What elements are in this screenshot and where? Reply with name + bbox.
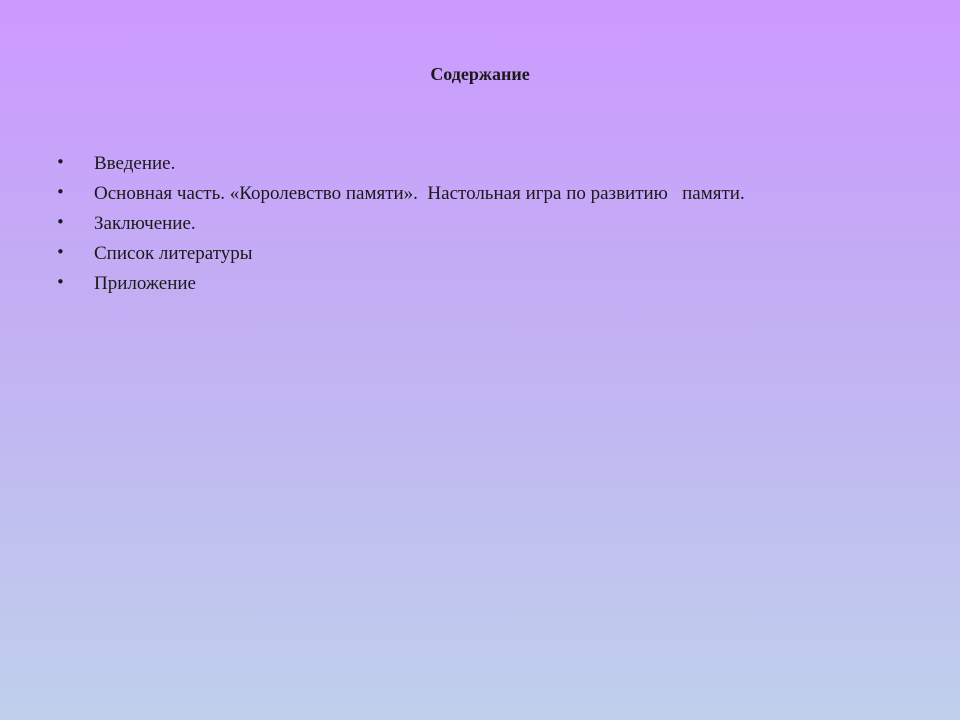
bullet-icon: • bbox=[56, 183, 65, 201]
list-item-text: Заключение. bbox=[94, 213, 196, 234]
page-title: Содержание bbox=[430, 64, 530, 84]
list-item bbox=[56, 149, 176, 179]
list-item bbox=[56, 269, 196, 299]
bullet-icon: • bbox=[56, 273, 65, 291]
list-item-text: Основная часть. «Королевство памяти». Настольная игра по развитию памяти. bbox=[94, 183, 745, 204]
list-item-text: Приложение bbox=[94, 273, 196, 294]
bullet-icon: • bbox=[56, 153, 65, 171]
list-item-text: Список литературы bbox=[94, 243, 253, 264]
list-item bbox=[56, 209, 196, 239]
table-of-contents bbox=[56, 149, 745, 299]
list-item bbox=[56, 239, 253, 269]
list-item bbox=[56, 179, 745, 209]
list-item-text: Введение. bbox=[94, 153, 176, 174]
bullet-icon: • bbox=[56, 213, 65, 231]
bullet-icon: • bbox=[56, 243, 65, 261]
